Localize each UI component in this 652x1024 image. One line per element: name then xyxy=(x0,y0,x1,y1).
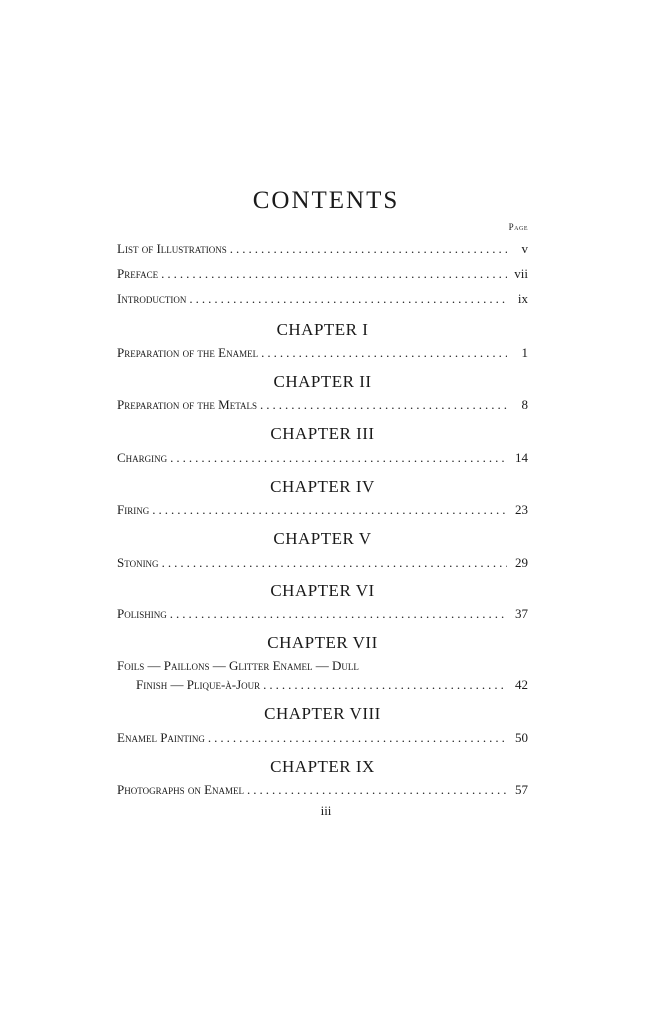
toc-entry-chapter-4[interactable] xyxy=(117,501,528,518)
toc-entry-label: Firing xyxy=(117,502,150,517)
chapter-heading: CHAPTER IX xyxy=(270,757,375,776)
leader-dots xyxy=(247,781,507,798)
chapter-heading: CHAPTER III xyxy=(270,424,375,443)
toc-entry-chapter-3[interactable] xyxy=(117,449,528,466)
leader-dots xyxy=(230,240,507,257)
toc-entry-list-of-illustrations[interactable] xyxy=(117,240,528,257)
toc-entry-label: Photographs on Enamel xyxy=(117,782,245,797)
toc-entry-label: Introduction xyxy=(117,291,187,306)
toc-entry-page: 8 xyxy=(521,397,528,412)
toc-entry-page: 37 xyxy=(515,606,528,621)
toc-entry-label: List of Illustrations xyxy=(117,241,227,256)
page-column-heading: Page xyxy=(508,222,528,232)
leader-dots xyxy=(208,729,507,746)
chapter-heading: CHAPTER II xyxy=(273,372,372,391)
toc-entry-chapter-1[interactable] xyxy=(117,344,528,361)
toc-entry-chapter-7-line-1[interactable] xyxy=(117,657,528,674)
toc-entry-page: 57 xyxy=(515,782,528,797)
toc-entry-page: 50 xyxy=(515,730,528,745)
toc-entry-page: ix xyxy=(517,291,528,306)
page-title: CONTENTS xyxy=(252,187,400,214)
toc-entry-page: v xyxy=(521,241,528,256)
chapter-heading: CHAPTER VIII xyxy=(264,704,381,723)
toc-entry-chapter-5[interactable] xyxy=(117,554,528,571)
toc-entry-label: Enamel Painting xyxy=(117,730,205,745)
toc-entry-introduction[interactable] xyxy=(117,290,528,307)
leader-dots xyxy=(263,676,507,693)
toc-entry-page: 29 xyxy=(515,555,528,570)
toc-entry-label: Stoning xyxy=(117,555,159,570)
toc-entry-chapter-7-line-2[interactable] xyxy=(136,676,528,693)
toc-entry-label: Preparation of the Metals xyxy=(117,397,257,412)
chapter-heading: CHAPTER V xyxy=(273,529,372,548)
leader-dots xyxy=(170,605,507,622)
toc-entry-label: Preface xyxy=(117,266,159,281)
toc-entry-page: 1 xyxy=(521,345,528,360)
chapter-heading: CHAPTER IV xyxy=(270,477,375,496)
toc-entry-chapter-9[interactable] xyxy=(117,781,528,798)
leader-dots xyxy=(170,449,507,466)
toc-entry-label: Finish — Plique-à-Jour xyxy=(136,677,261,692)
toc-entry-label: Preparation of the Enamel xyxy=(117,345,259,360)
toc-entry-label: Polishing xyxy=(117,606,167,621)
toc-entry-label: Charging xyxy=(117,450,168,465)
toc-entry-page: vii xyxy=(514,266,528,281)
chapter-heading: CHAPTER VII xyxy=(267,633,378,652)
toc-entry-page: 42 xyxy=(515,677,528,692)
leader-dots xyxy=(260,396,507,413)
leader-dots xyxy=(161,265,507,282)
chapter-heading: CHAPTER I xyxy=(276,320,369,339)
leader-dots xyxy=(261,344,507,361)
leader-dots xyxy=(152,501,507,518)
leader-dots xyxy=(189,290,507,307)
toc-entry-chapter-8[interactable] xyxy=(117,729,528,746)
toc-entry-page: 23 xyxy=(515,502,528,517)
leader-dots xyxy=(162,554,507,571)
toc-entry-chapter-6[interactable] xyxy=(117,605,528,622)
toc-entry-page: 14 xyxy=(515,450,528,465)
chapter-heading: CHAPTER VI xyxy=(270,581,375,600)
toc-entry-chapter-2[interactable] xyxy=(117,396,528,413)
toc-entry-label: Foils — Paillons — Glitter Enamel — Dull xyxy=(117,658,359,673)
page-number: iii xyxy=(320,803,332,818)
toc-entry-preface[interactable] xyxy=(117,265,528,282)
